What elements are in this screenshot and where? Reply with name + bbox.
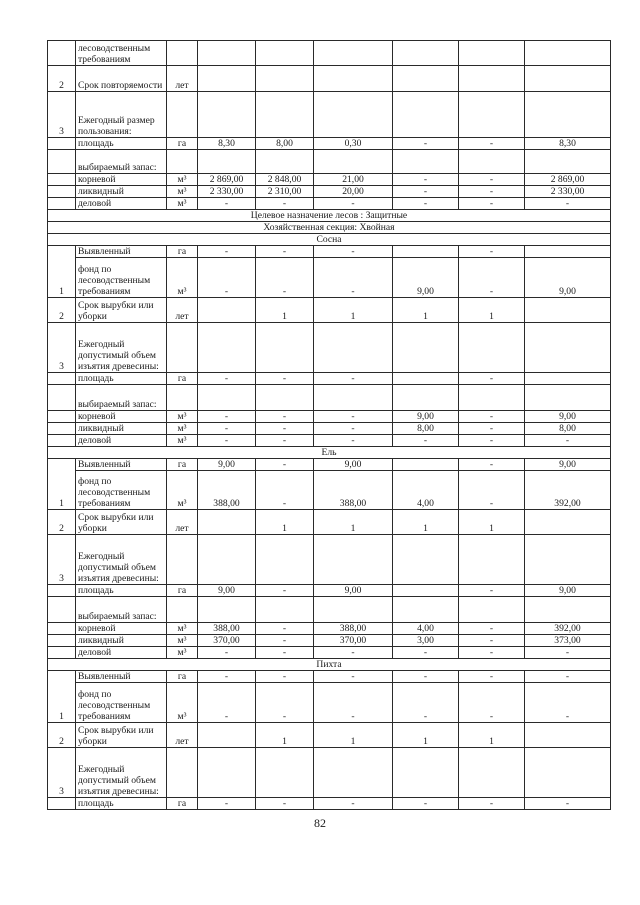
value-cell: - <box>525 671 611 683</box>
row-label: фонд по лесоводственным требованиям <box>76 258 167 298</box>
value-cell: - <box>525 198 611 210</box>
table-row <box>48 174 611 186</box>
unit-cell: лет <box>167 723 198 748</box>
unit-cell: м³ <box>167 186 198 198</box>
table-row <box>48 92 611 138</box>
row-label: Выявленный <box>76 671 167 683</box>
value-cell: - <box>314 198 393 210</box>
value-cell: - <box>459 671 525 683</box>
value-cell: 2 869,00 <box>198 174 256 186</box>
table-row <box>48 373 611 385</box>
unit-cell: га <box>167 459 198 471</box>
table-row <box>48 222 611 234</box>
value-cell: - <box>459 258 525 298</box>
value-cell: 370,00 <box>198 635 256 647</box>
unit-cell: м³ <box>167 683 198 723</box>
value-cell: - <box>459 471 525 510</box>
value-cell: - <box>393 198 459 210</box>
value-cell <box>525 510 611 535</box>
value-cell <box>393 585 459 597</box>
value-cell: - <box>459 246 525 258</box>
unit-cell: м³ <box>167 471 198 510</box>
value-cell: 2 848,00 <box>256 174 314 186</box>
row-number: 3 <box>48 535 76 585</box>
value-cell: - <box>198 373 256 385</box>
table-row <box>48 723 611 748</box>
value-cell: - <box>314 435 393 447</box>
value-cell: 1 <box>393 723 459 748</box>
table-row <box>48 138 611 150</box>
value-cell: - <box>256 471 314 510</box>
value-cell: 1 <box>314 723 393 748</box>
value-cell: 4,00 <box>393 471 459 510</box>
value-cell: 21,00 <box>314 174 393 186</box>
row-label: площадь <box>76 585 167 597</box>
row-label: корневой <box>76 174 167 186</box>
value-cell: 4,00 <box>393 623 459 635</box>
value-cell: - <box>256 435 314 447</box>
value-cell: 1 <box>459 298 525 323</box>
value-cell: - <box>459 585 525 597</box>
value-cell: 8,30 <box>525 138 611 150</box>
value-cell: - <box>198 683 256 723</box>
row-label: лесоводственным требованиям <box>76 41 167 66</box>
value-cell: - <box>314 373 393 385</box>
unit-cell: га <box>167 246 198 258</box>
value-cell: - <box>256 198 314 210</box>
table-row <box>48 510 611 535</box>
value-cell: - <box>459 411 525 423</box>
table-row <box>48 635 611 647</box>
value-cell <box>525 298 611 323</box>
value-cell: - <box>198 246 256 258</box>
unit-cell: лет <box>167 510 198 535</box>
value-cell: 1 <box>314 510 393 535</box>
species-title: Ель <box>48 447 611 459</box>
table-row <box>48 798 611 810</box>
row-label: корневой <box>76 623 167 635</box>
table-row <box>48 234 611 246</box>
value-cell: 388,00 <box>314 623 393 635</box>
row-label: выбираемый запас: <box>76 385 167 411</box>
row-number: 2 <box>48 298 76 323</box>
value-cell: - <box>198 671 256 683</box>
row-label: Срок повторяемости <box>76 66 167 92</box>
value-cell <box>393 459 459 471</box>
value-cell: 9,00 <box>314 585 393 597</box>
forest-use-table <box>47 40 611 810</box>
table-row <box>48 186 611 198</box>
value-cell: - <box>256 671 314 683</box>
value-cell: 8,00 <box>256 138 314 150</box>
value-cell: - <box>459 647 525 659</box>
value-cell: - <box>459 373 525 385</box>
value-cell: 1 <box>393 510 459 535</box>
unit-cell: га <box>167 138 198 150</box>
value-cell: 388,00 <box>314 471 393 510</box>
row-label: выбираемый запас: <box>76 597 167 623</box>
row-label: площадь <box>76 798 167 810</box>
value-cell <box>525 246 611 258</box>
value-cell: 8,30 <box>198 138 256 150</box>
value-cell: - <box>525 683 611 723</box>
value-cell: - <box>256 585 314 597</box>
value-cell: 388,00 <box>198 623 256 635</box>
value-cell: 2 310,00 <box>256 186 314 198</box>
value-cell: 9,00 <box>525 459 611 471</box>
value-cell: - <box>314 647 393 659</box>
page-number: 82 <box>314 816 326 830</box>
value-cell: 2 330,00 <box>525 186 611 198</box>
value-cell: - <box>198 435 256 447</box>
row-label: деловой <box>76 435 167 447</box>
value-cell: - <box>525 435 611 447</box>
value-cell: 392,00 <box>525 471 611 510</box>
row-label: корневой <box>76 411 167 423</box>
value-cell <box>198 723 256 748</box>
unit-cell: м³ <box>167 174 198 186</box>
row-label: площадь <box>76 373 167 385</box>
value-cell: - <box>198 423 256 435</box>
value-cell: 2 330,00 <box>198 186 256 198</box>
table-row <box>48 447 611 459</box>
species-title: Пихта <box>48 659 611 671</box>
row-label: ликвидный <box>76 423 167 435</box>
table-row <box>48 671 611 683</box>
value-cell: - <box>459 198 525 210</box>
row-number: 1 <box>48 671 76 723</box>
value-cell: 1 <box>256 723 314 748</box>
row-label: Выявленный <box>76 246 167 258</box>
value-cell: - <box>314 671 393 683</box>
value-cell: - <box>314 798 393 810</box>
value-cell: - <box>198 411 256 423</box>
value-cell: - <box>393 798 459 810</box>
unit-cell: м³ <box>167 423 198 435</box>
value-cell: 1 <box>459 510 525 535</box>
table-row <box>48 150 611 174</box>
value-cell: - <box>314 411 393 423</box>
row-label: деловой <box>76 198 167 210</box>
value-cell: 1 <box>459 723 525 748</box>
value-cell: - <box>393 435 459 447</box>
table-row <box>48 435 611 447</box>
value-cell: - <box>256 798 314 810</box>
value-cell: 3,00 <box>393 635 459 647</box>
value-cell: - <box>198 198 256 210</box>
value-cell: - <box>459 435 525 447</box>
value-cell: 9,00 <box>525 258 611 298</box>
row-label: фонд по лесоводственным требованиям <box>76 471 167 510</box>
value-cell: - <box>459 186 525 198</box>
value-cell: - <box>256 423 314 435</box>
row-label: Ежегодный допустимый объем изъятия древесины: <box>76 535 167 585</box>
unit-cell: га <box>167 585 198 597</box>
unit-cell: м³ <box>167 411 198 423</box>
unit-cell: лет <box>167 298 198 323</box>
value-cell <box>393 246 459 258</box>
value-cell: 2 869,00 <box>525 174 611 186</box>
value-cell: 20,00 <box>314 186 393 198</box>
row-label: деловой <box>76 647 167 659</box>
table-row <box>48 659 611 671</box>
table-row <box>48 423 611 435</box>
table-row <box>48 210 611 222</box>
row-label: фонд по лесоводственным требованиям <box>76 683 167 723</box>
row-label: площадь <box>76 138 167 150</box>
table-row <box>48 323 611 373</box>
value-cell: - <box>459 423 525 435</box>
value-cell: - <box>256 459 314 471</box>
value-cell: 0,30 <box>314 138 393 150</box>
table-row <box>48 41 611 66</box>
value-cell: - <box>256 635 314 647</box>
table-row <box>48 585 611 597</box>
value-cell: - <box>393 647 459 659</box>
value-cell: - <box>256 623 314 635</box>
unit-cell: м³ <box>167 635 198 647</box>
value-cell: - <box>459 138 525 150</box>
row-label: Срок вырубки или уборки <box>76 723 167 748</box>
table-row <box>48 411 611 423</box>
table-row <box>48 298 611 323</box>
table-row <box>48 647 611 659</box>
value-cell: - <box>256 647 314 659</box>
value-cell: - <box>459 635 525 647</box>
value-cell <box>393 373 459 385</box>
table-row <box>48 535 611 585</box>
value-cell: - <box>314 683 393 723</box>
value-cell: 1 <box>256 510 314 535</box>
value-cell: - <box>314 258 393 298</box>
row-label: Срок вырубки или уборки <box>76 510 167 535</box>
value-cell: 388,00 <box>198 471 256 510</box>
row-label: выбираемый запас: <box>76 150 167 174</box>
value-cell: - <box>459 623 525 635</box>
table-row <box>48 198 611 210</box>
species-title: Сосна <box>48 234 611 246</box>
unit-cell: м³ <box>167 198 198 210</box>
value-cell <box>525 723 611 748</box>
row-label: ликвидный <box>76 635 167 647</box>
unit-cell: га <box>167 373 198 385</box>
unit-cell: лет <box>167 66 198 92</box>
value-cell: - <box>198 647 256 659</box>
value-cell: - <box>393 138 459 150</box>
value-cell: - <box>459 174 525 186</box>
purpose-title: Целевое назначение лесов : Защитные <box>48 210 611 222</box>
value-cell: - <box>393 683 459 723</box>
value-cell: 370,00 <box>314 635 393 647</box>
value-cell: 9,00 <box>393 411 459 423</box>
value-cell: - <box>314 246 393 258</box>
unit-cell: м³ <box>167 647 198 659</box>
row-label: Ежегодный размер пользования: <box>76 92 167 138</box>
unit-cell: м³ <box>167 623 198 635</box>
value-cell: - <box>393 186 459 198</box>
value-cell: 1 <box>393 298 459 323</box>
row-number: 3 <box>48 748 76 798</box>
row-number: 3 <box>48 323 76 373</box>
row-number: 2 <box>48 510 76 535</box>
table-row <box>48 66 611 92</box>
row-number: 1 <box>48 459 76 510</box>
value-cell: - <box>198 798 256 810</box>
section-title: Хозяйственная секция: Хвойная <box>48 222 611 234</box>
value-cell: - <box>525 798 611 810</box>
value-cell: - <box>256 246 314 258</box>
unit-cell: га <box>167 671 198 683</box>
row-label: Ежегодный допустимый объем изъятия древесины: <box>76 323 167 373</box>
table-row <box>48 623 611 635</box>
value-cell: - <box>525 647 611 659</box>
value-cell: - <box>459 798 525 810</box>
value-cell: - <box>393 671 459 683</box>
row-number: 3 <box>48 92 76 138</box>
value-cell: 9,00 <box>314 459 393 471</box>
value-cell: 392,00 <box>525 623 611 635</box>
row-label: Срок вырубки или уборки <box>76 298 167 323</box>
value-cell: 9,00 <box>198 585 256 597</box>
value-cell <box>198 298 256 323</box>
value-cell: 9,00 <box>525 411 611 423</box>
value-cell: 1 <box>314 298 393 323</box>
row-number: 2 <box>48 723 76 748</box>
value-cell: 9,00 <box>198 459 256 471</box>
value-cell: - <box>314 423 393 435</box>
value-cell: - <box>256 258 314 298</box>
value-cell: - <box>459 459 525 471</box>
value-cell: 8,00 <box>525 423 611 435</box>
unit-cell: м³ <box>167 258 198 298</box>
value-cell: - <box>198 258 256 298</box>
value-cell: - <box>256 683 314 723</box>
table-row <box>48 748 611 798</box>
table-row <box>48 471 611 510</box>
table-row <box>48 385 611 411</box>
row-label: ликвидный <box>76 186 167 198</box>
value-cell <box>198 510 256 535</box>
value-cell: 373,00 <box>525 635 611 647</box>
value-cell: 9,00 <box>525 585 611 597</box>
value-cell <box>525 373 611 385</box>
row-label: Ежегодный допустимый объем изъятия древесины: <box>76 748 167 798</box>
value-cell: 1 <box>256 298 314 323</box>
row-label: Выявленный <box>76 459 167 471</box>
unit-cell: га <box>167 798 198 810</box>
value-cell: 9,00 <box>393 258 459 298</box>
value-cell: - <box>459 683 525 723</box>
row-number: 2 <box>48 66 76 92</box>
value-cell: - <box>393 174 459 186</box>
row-number: 1 <box>48 246 76 298</box>
value-cell: - <box>256 373 314 385</box>
value-cell: - <box>256 411 314 423</box>
table-row <box>48 459 611 471</box>
unit-cell: м³ <box>167 435 198 447</box>
value-cell: 8,00 <box>393 423 459 435</box>
table-row <box>48 258 611 298</box>
table-row <box>48 683 611 723</box>
table-row <box>48 597 611 623</box>
table-row <box>48 246 611 258</box>
